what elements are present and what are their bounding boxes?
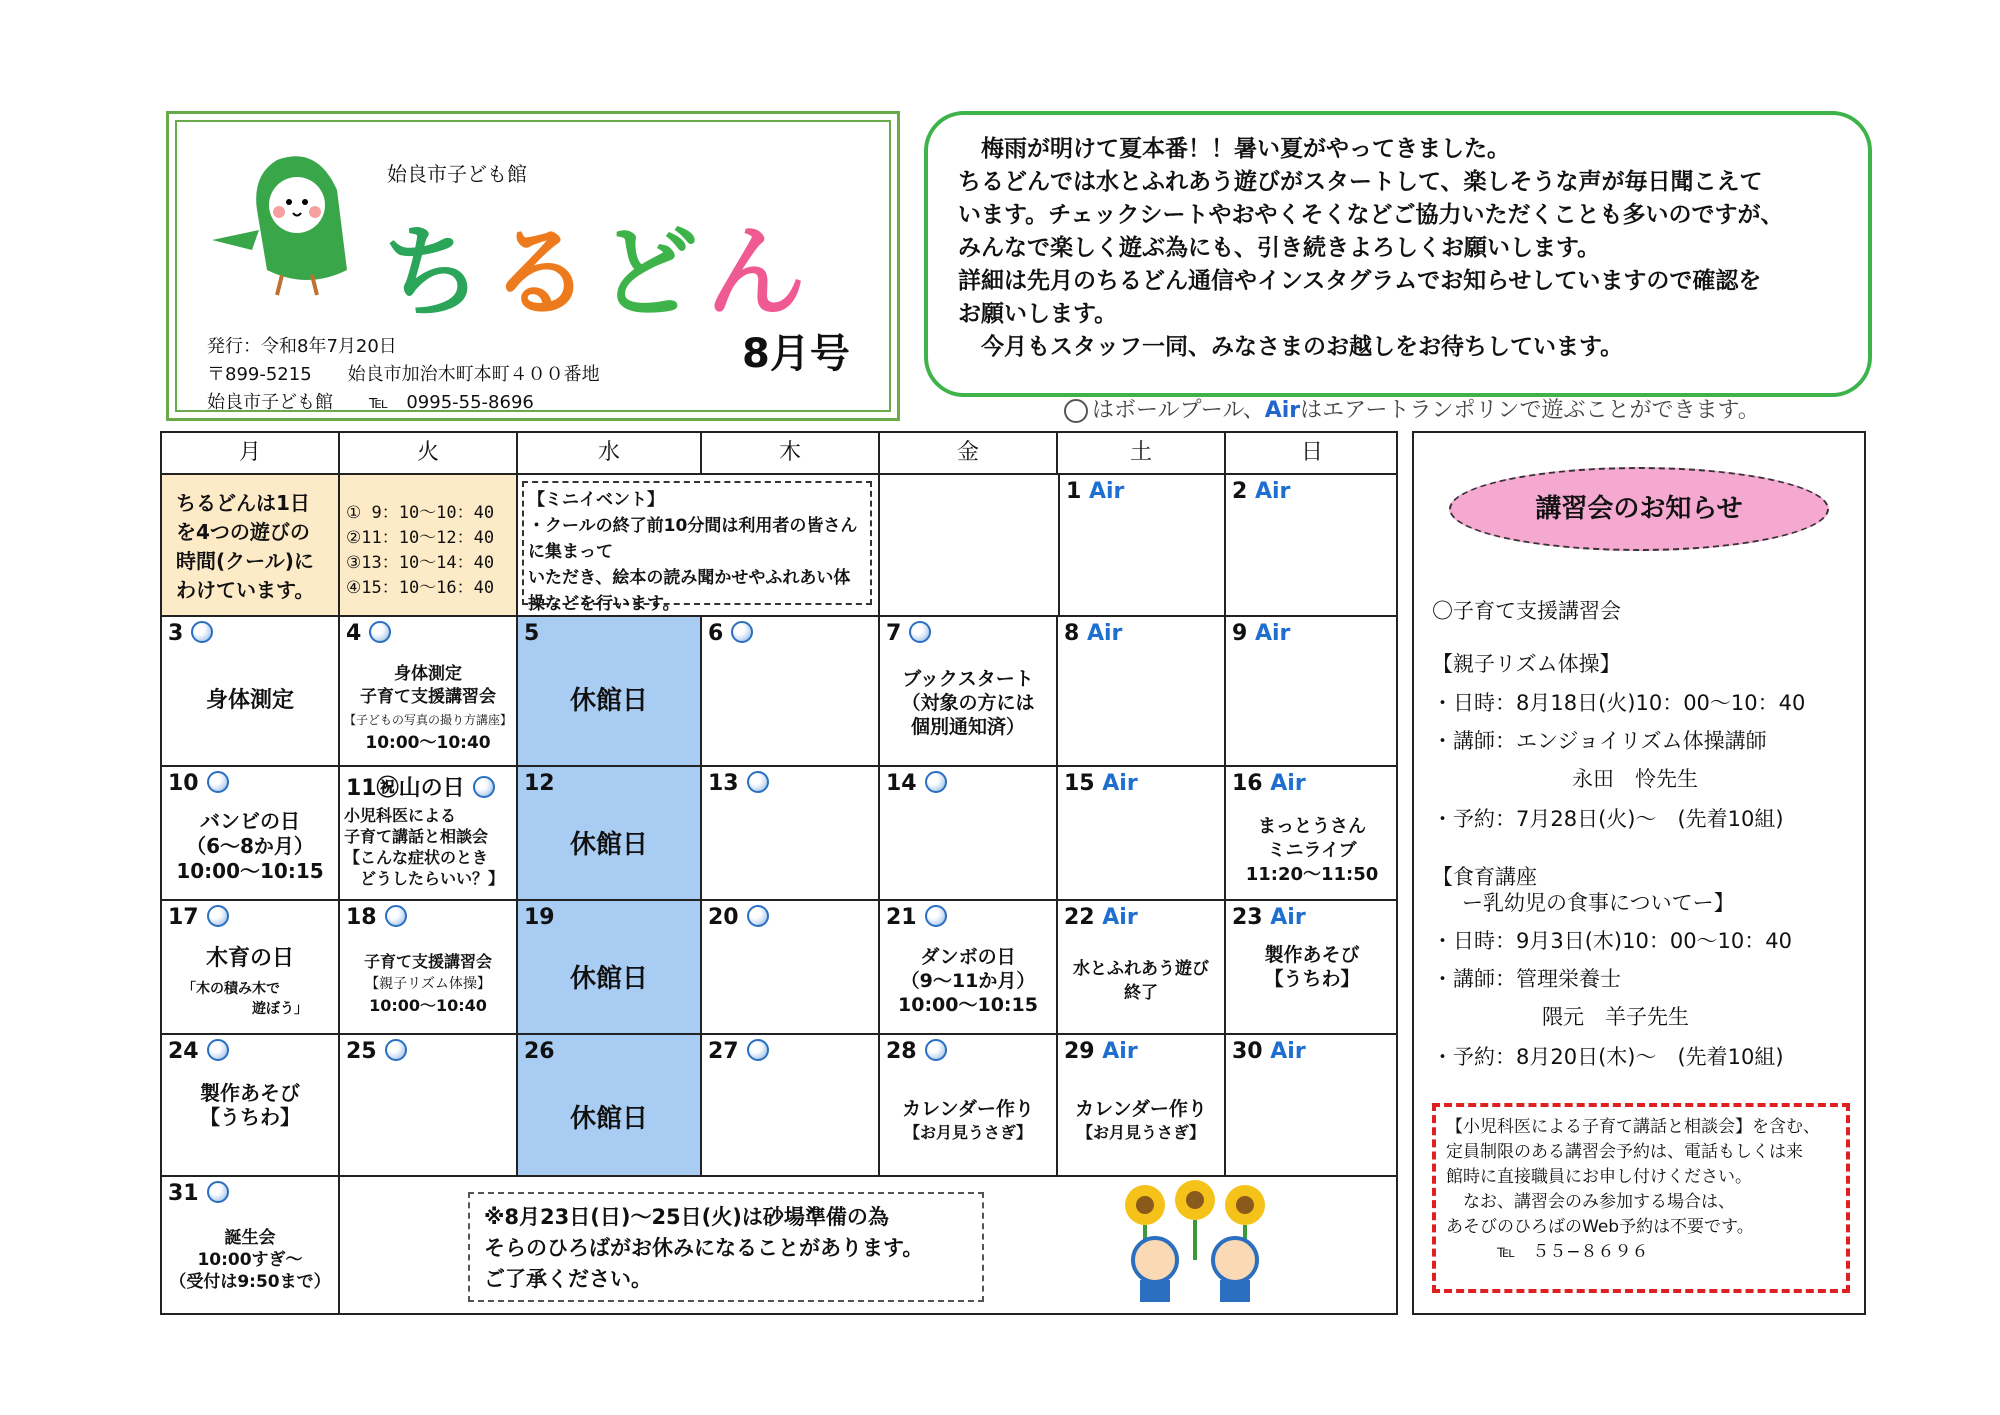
logo-char: ん: [706, 214, 814, 331]
day-cell-21: 21 ダンボの日 （9〜11か月） 10:00〜10:15: [880, 901, 1058, 1035]
ball-pool-icon: [207, 905, 229, 927]
day-cell-7: 7 ブックスタート （対象の方には 個別通知済）: [880, 617, 1058, 767]
day-header: 金: [880, 433, 1058, 475]
ball-pool-icon: [473, 776, 495, 798]
ball-pool-icon: [925, 771, 947, 793]
day-header: 日: [1226, 433, 1398, 475]
course2-subtitle: ー乳幼児の食事についてー】: [1462, 891, 1735, 915]
ball-pool-icon: [747, 771, 769, 793]
logo-char: ど: [598, 214, 706, 331]
ball-pool-icon: [207, 1181, 229, 1203]
day-cell-2: 2 Air: [1226, 475, 1398, 617]
course2-date: ・日時：9月3日(木)10：00〜10：40: [1432, 929, 1792, 953]
day-cell-19: 19 休館日: [518, 901, 702, 1035]
day-cell-13: 13: [702, 767, 880, 901]
day-cell-4: 4 身体測定 子育て支援講習会 【子どもの写真の撮り方講座】 10:00〜10:40: [340, 617, 518, 767]
course2-teacher: ・講師：管理栄養士: [1432, 967, 1621, 991]
day-cell-30: 30 Air: [1226, 1035, 1398, 1177]
org-name-small: 始良市子ども館: [387, 162, 527, 186]
day-cell-3: 3 身体測定: [162, 617, 340, 767]
legend-note: はボールプール、Airはエアートランポリンで遊ぶことができます。: [1064, 393, 1760, 424]
day-cell-20: 20: [702, 901, 880, 1035]
day-cell-empty: [880, 475, 1058, 617]
mascot-icon: [207, 150, 377, 300]
logo-char: る: [490, 214, 598, 331]
ball-pool-icon: [207, 1039, 229, 1061]
greeting-message: 梅雨が明けて夏本番！！暑い夏がやってきました。 ちるどんでは水とふれあう遊びがスタートして、楽しそうな声が毎日聞こえて います。チェックシートやおやくそくなどご協力いただくことも多いのですが、 みんなで楽しく遊ぶ為にも、引き続きよろしくお願いします。 詳細は先月のちるどん通信やインスタグラムでお知らせしていますので確認を お願いします。 今月もスタッフ一同、みなさまのお越しをお待ちしています。: [958, 136, 1784, 360]
publish-date: 発行：令和8年7月20日: [207, 336, 397, 357]
org-tel: 始良市子ども館 ℡ 0995-55-8696: [207, 392, 534, 413]
day-cell-22: 22 Air 水とふれあう遊び 終了: [1058, 901, 1226, 1035]
day-cell-16: 16 Air まっとうさん ミニライブ 11:20〜11:50: [1226, 767, 1398, 901]
info-cell-mon: ちるどんは1日 を4つの遊びの 時間(クール)に わけています。: [162, 475, 340, 617]
ball-pool-icon: [385, 905, 407, 927]
mini-event-cell: 【ミニイベント】 ・クールの終了前10分間は利用者の皆さんに集まって いただき、絵本の読み聞かせやふれあい体操などを行います。: [518, 475, 880, 617]
section-title: 〇子育て支援講習会: [1432, 599, 1621, 623]
day-header: 月: [162, 433, 340, 475]
info-cell-tue: ① 9：10〜10：40 ②11：10〜12：40 ③13：10〜14：40 ④15：10〜16：40: [340, 475, 518, 617]
reservation-notice: 【小児科医による子育て講話と相談会】を含む、 定員制限のある講習会予約は、電話もしくは来 館時に直接職員にお申し付けください。 なお、講習会のみ参加する場合は、 あそびのひろばのWeb予約は不要です。 ℡ ５５−８６９６: [1432, 1103, 1850, 1293]
ball-pool-icon: [207, 771, 229, 793]
header-box: [166, 111, 900, 421]
day-cell-12: 12 休館日: [518, 767, 702, 901]
day-header: 水: [518, 433, 702, 475]
day-cell-28: 28 カレンダー作り 【お月見うさぎ】: [880, 1035, 1058, 1177]
day-header: 木: [702, 433, 880, 475]
greeting-message-box: [924, 111, 1872, 397]
day-cell-6: 6: [702, 617, 880, 767]
issue-label: 8月号: [742, 331, 850, 377]
day-cell-9: 9 Air: [1226, 617, 1398, 767]
day-cell-14: 14: [880, 767, 1058, 901]
postal-address: 〒899-5215 始良市加治木町本町４００番地: [207, 364, 600, 385]
ball-pool-icon: [369, 621, 391, 643]
course1-date: ・日時：8月18日(火)10：00〜10：40: [1432, 691, 1806, 715]
seminar-notice-panel: [1412, 431, 1866, 1315]
day-cell-29: 29 Air カレンダー作り 【お月見うさぎ】: [1058, 1035, 1226, 1177]
day-cell-26: 26 休館日: [518, 1035, 702, 1177]
day-cell-10: 10 バンビの日 （6〜8か月） 10:00〜10:15: [162, 767, 340, 901]
day-header: 火: [340, 433, 518, 475]
air-label: Air: [1264, 398, 1301, 423]
ball-pool-icon: [747, 905, 769, 927]
ball-pool-icon: [1064, 399, 1088, 423]
day-cell-8: 8 Air: [1058, 617, 1226, 767]
logo-char: ち: [382, 214, 490, 331]
children-sunflower-illustration: [1100, 1180, 1290, 1310]
course1-reserve: ・予約：7月28日(火)〜 (先着10組): [1432, 807, 1784, 831]
seminar-notice-title: 講習会のお知らせ: [1449, 467, 1829, 551]
day-header: 土: [1058, 433, 1226, 475]
day-cell-15: 15 Air: [1058, 767, 1226, 901]
day-cell-1: 1 Air: [1058, 475, 1226, 617]
course1-name: 永田 怜先生: [1572, 767, 1698, 791]
day-cell-31: 31 誕生会 10:00すぎ〜 （受付は9:50まで）: [162, 1177, 340, 1313]
course2-title: 【食育講座: [1432, 865, 1537, 889]
ball-pool-icon: [909, 621, 931, 643]
ball-pool-icon: [731, 621, 753, 643]
ball-pool-icon: [385, 1039, 407, 1061]
day-cell-25: 25: [340, 1035, 518, 1177]
day-cell-5: 5 休館日: [518, 617, 702, 767]
ball-pool-icon: [191, 621, 213, 643]
day-cell-23: 23 Air 製作あそび 【うちわ】: [1226, 901, 1398, 1035]
ball-pool-icon: [747, 1039, 769, 1061]
logo-chirudon: [382, 192, 814, 336]
sand-notice: ※8月23日(日)〜25日(火)は砂場準備の為 そらのひろばがお休みになることがあります。 ご了承ください。: [468, 1192, 984, 1302]
day-cell-11: 11㊗山の日 小児科医による 子育て講話と相談会 【こんな症状のとき どうしたらいい？】: [340, 767, 518, 901]
day-cell-18: 18 子育て支援講習会 【親子リズム体操】 10:00〜10:40: [340, 901, 518, 1035]
ball-pool-icon: [925, 1039, 947, 1061]
ball-pool-icon: [925, 905, 947, 927]
course1-title: 【親子リズム体操】: [1432, 652, 1621, 676]
day-cell-27: 27: [702, 1035, 880, 1177]
course2-name: 隈元 羊子先生: [1542, 1005, 1689, 1029]
course1-teacher: ・講師：エンジョイリズム体操講師: [1432, 729, 1767, 753]
course2-reserve: ・予約：8月20日(木)〜 (先着10組): [1432, 1045, 1784, 1069]
day-cell-24: 24 製作あそび 【うちわ】: [162, 1035, 340, 1177]
day-cell-17: 17 木育の日 「木の積み木で 遊ぼう」: [162, 901, 340, 1035]
